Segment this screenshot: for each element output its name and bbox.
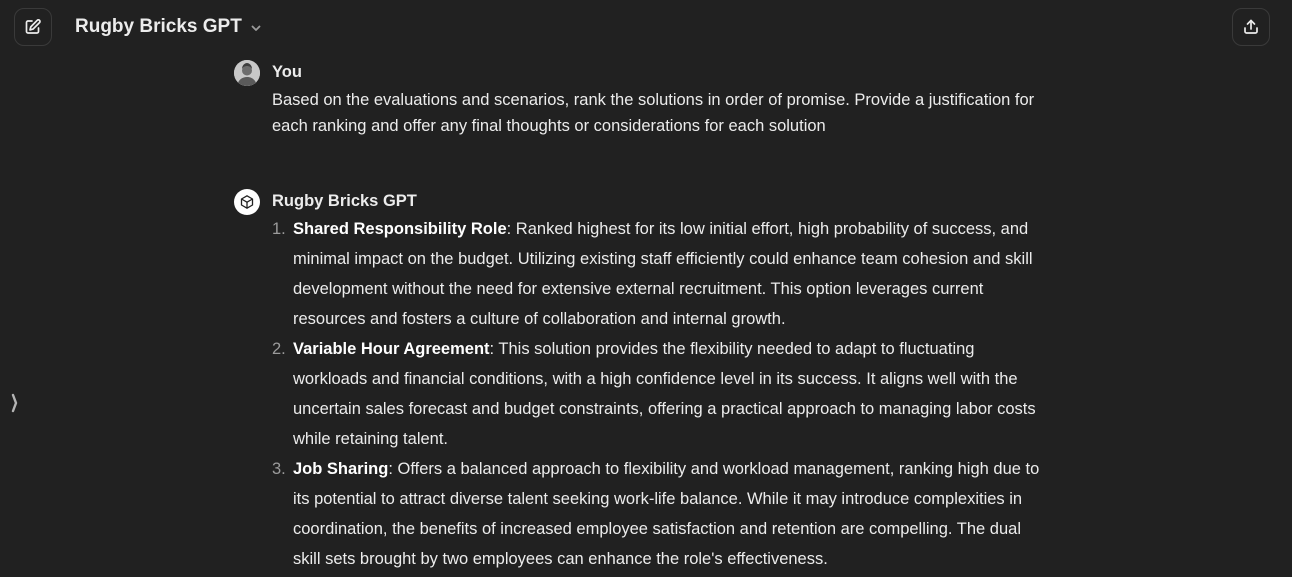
new-chat-button[interactable] — [14, 8, 52, 46]
model-selector[interactable] — [75, 16, 262, 38]
list-item-term: Shared Responsibility Role — [293, 220, 507, 238]
gpt-cube-icon — [234, 189, 260, 215]
list-item-term: Variable Hour Agreement — [293, 340, 490, 358]
list-item — [272, 214, 1044, 334]
sidebar-toggle-icon — [10, 392, 20, 414]
list-item-number: 1. — [272, 220, 286, 238]
share-upload-icon — [1242, 18, 1260, 36]
list-item-text: : Ranked highest for its low initial effort, high probability of success, and minimal impact on the budget. Utilizing existing staff efficiently could enhance team cohesion and skill development without the need for extensive external recruitment. This option leverages current resources and fosters a culture of collaboration and internal growth. — [293, 220, 1033, 328]
sidebar-toggle-button[interactable] — [8, 392, 22, 414]
list-item-number: 3. — [272, 460, 286, 478]
ranked-solutions-list — [272, 214, 1044, 574]
share-button[interactable] — [1232, 8, 1270, 46]
list-item — [272, 454, 1044, 574]
list-item-term: Job Sharing — [293, 460, 389, 478]
user-author-name: You — [272, 63, 302, 81]
list-item-number: 2. — [272, 340, 286, 358]
model-title-label: Rugby Bricks GPT — [75, 16, 242, 37]
list-item-text: : This solution provides the flexibility needed to adapt to fluctuating workloads and financial conditions, with a high confidence level in its success. It aligns well with the uncertain sales forecast and budget constraints, offering a practical approach to managing labor costs while retaining talent. — [293, 340, 1036, 448]
user-avatar — [234, 60, 260, 86]
user-message-text: Based on the evaluations and scenarios, rank the solutions in order of promise. Provide a justification for each ranking and offer any final thoughts or considerations for each solution — [272, 91, 1035, 135]
list-item-text: : Offers a balanced approach to flexibility and workload management, ranking high due to its potential to attract diverse talent seeking work-life balance. While it may introduce complexities in coordination, the benefits of increased employee satisfaction and retention are compelling. The dual skill sets brought by two employees can enhance the role's effectiveness. — [293, 460, 1040, 568]
chevron-down-icon — [250, 22, 262, 34]
list-item — [272, 334, 1044, 454]
edit-square-icon — [24, 18, 42, 36]
assistant-author-name: Rugby Bricks GPT — [272, 192, 417, 210]
